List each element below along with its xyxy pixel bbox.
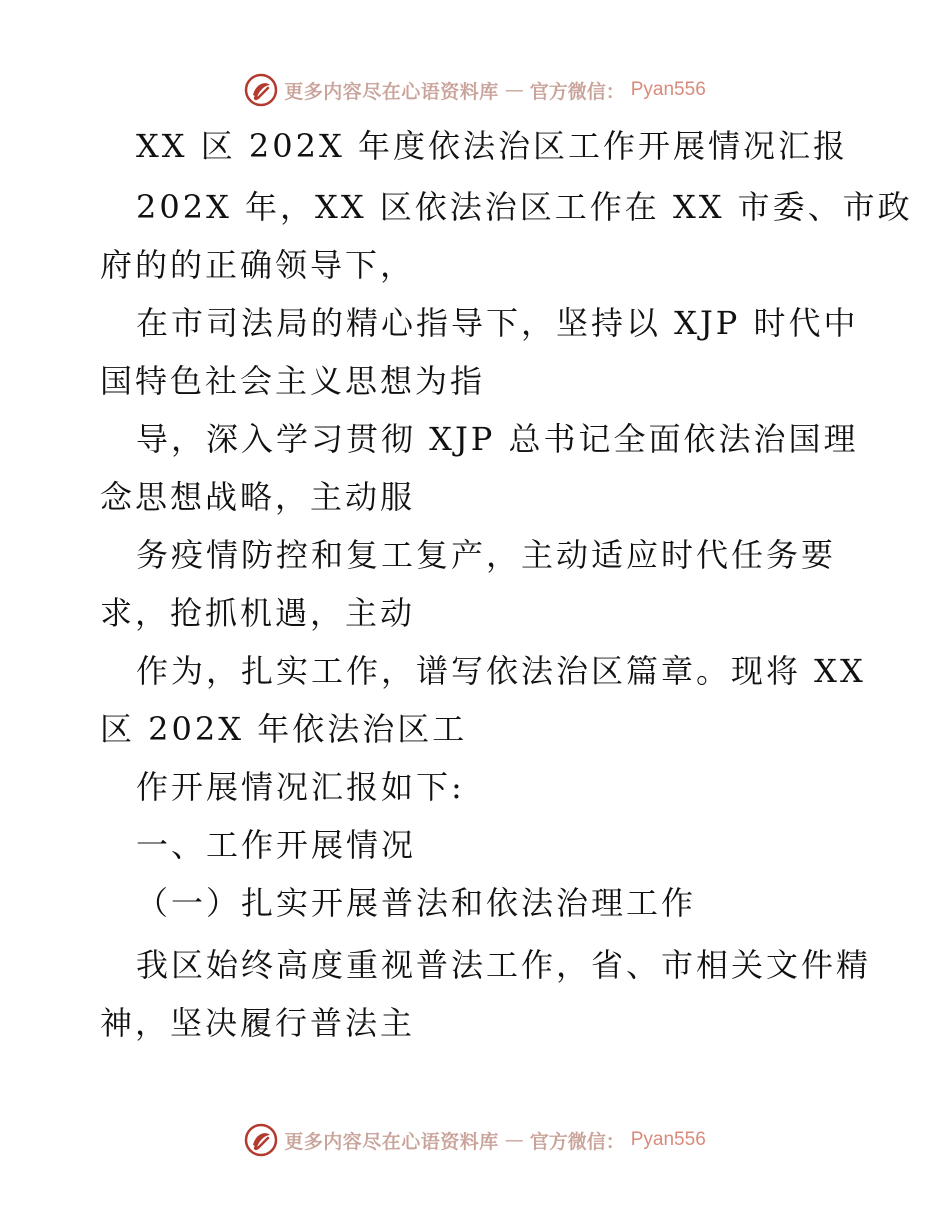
paragraph-line: 府的的正确领导下， bbox=[100, 246, 416, 284]
watermark-wechat-label: 官方微信： bbox=[529, 80, 625, 103]
paragraph-line: 作为，扎实工作，谱写依法治区篇章。现将 XX bbox=[136, 652, 866, 690]
footer-watermark bbox=[0, 1120, 950, 1160]
paragraph-line: 202X 年，XX 区依法治区工作在 XX 市委、市政 bbox=[136, 188, 913, 226]
paragraph-line: 求，抢抓机遇，主动 bbox=[100, 594, 416, 632]
watermark-dash: — bbox=[504, 1129, 524, 1151]
watermark-wechat-id: Pyan556 bbox=[630, 79, 706, 100]
watermark-text: 更多内容尽在心语资料库 bbox=[284, 80, 499, 103]
paragraph-line: 务疫情防控和复工复产，主动适应时代任务要 bbox=[136, 536, 837, 574]
watermark-wechat-id: Pyan556 bbox=[630, 1129, 706, 1150]
paragraph-line: 念思想战略，主动服 bbox=[100, 478, 416, 516]
paragraph-line: 神，坚决履行普法主 bbox=[100, 1004, 416, 1042]
watermark-wechat-label: 官方微信： bbox=[529, 1130, 625, 1153]
paragraph-line: 在市司法局的精心指导下，坚持以 XJP 时代中 bbox=[136, 304, 859, 342]
paragraph-line: 区 202X 年依法治区工 bbox=[100, 710, 468, 748]
red-swirl-logo-icon bbox=[244, 73, 278, 107]
document-title: XX 区 202X 年度依法治区工作开展情况汇报 bbox=[136, 127, 848, 165]
paragraph-line: 导，深入学习贯彻 XJP 总书记全面依法治国理 bbox=[136, 420, 859, 458]
paragraph-line: 作开展情况汇报如下: bbox=[136, 768, 465, 806]
header-watermark bbox=[0, 70, 950, 110]
subsection-heading: （一）扎实开展普法和依法治理工作 bbox=[136, 884, 697, 922]
paragraph-line: 我区始终高度重视普法工作，省、市相关文件精 bbox=[136, 946, 872, 984]
watermark-text: 更多内容尽在心语资料库 bbox=[284, 1130, 499, 1153]
section-heading: 一、工作开展情况 bbox=[136, 826, 417, 864]
watermark-dash: — bbox=[504, 79, 524, 101]
red-swirl-logo-icon bbox=[244, 1123, 278, 1157]
paragraph-line: 国特色社会主义思想为指 bbox=[100, 362, 486, 400]
